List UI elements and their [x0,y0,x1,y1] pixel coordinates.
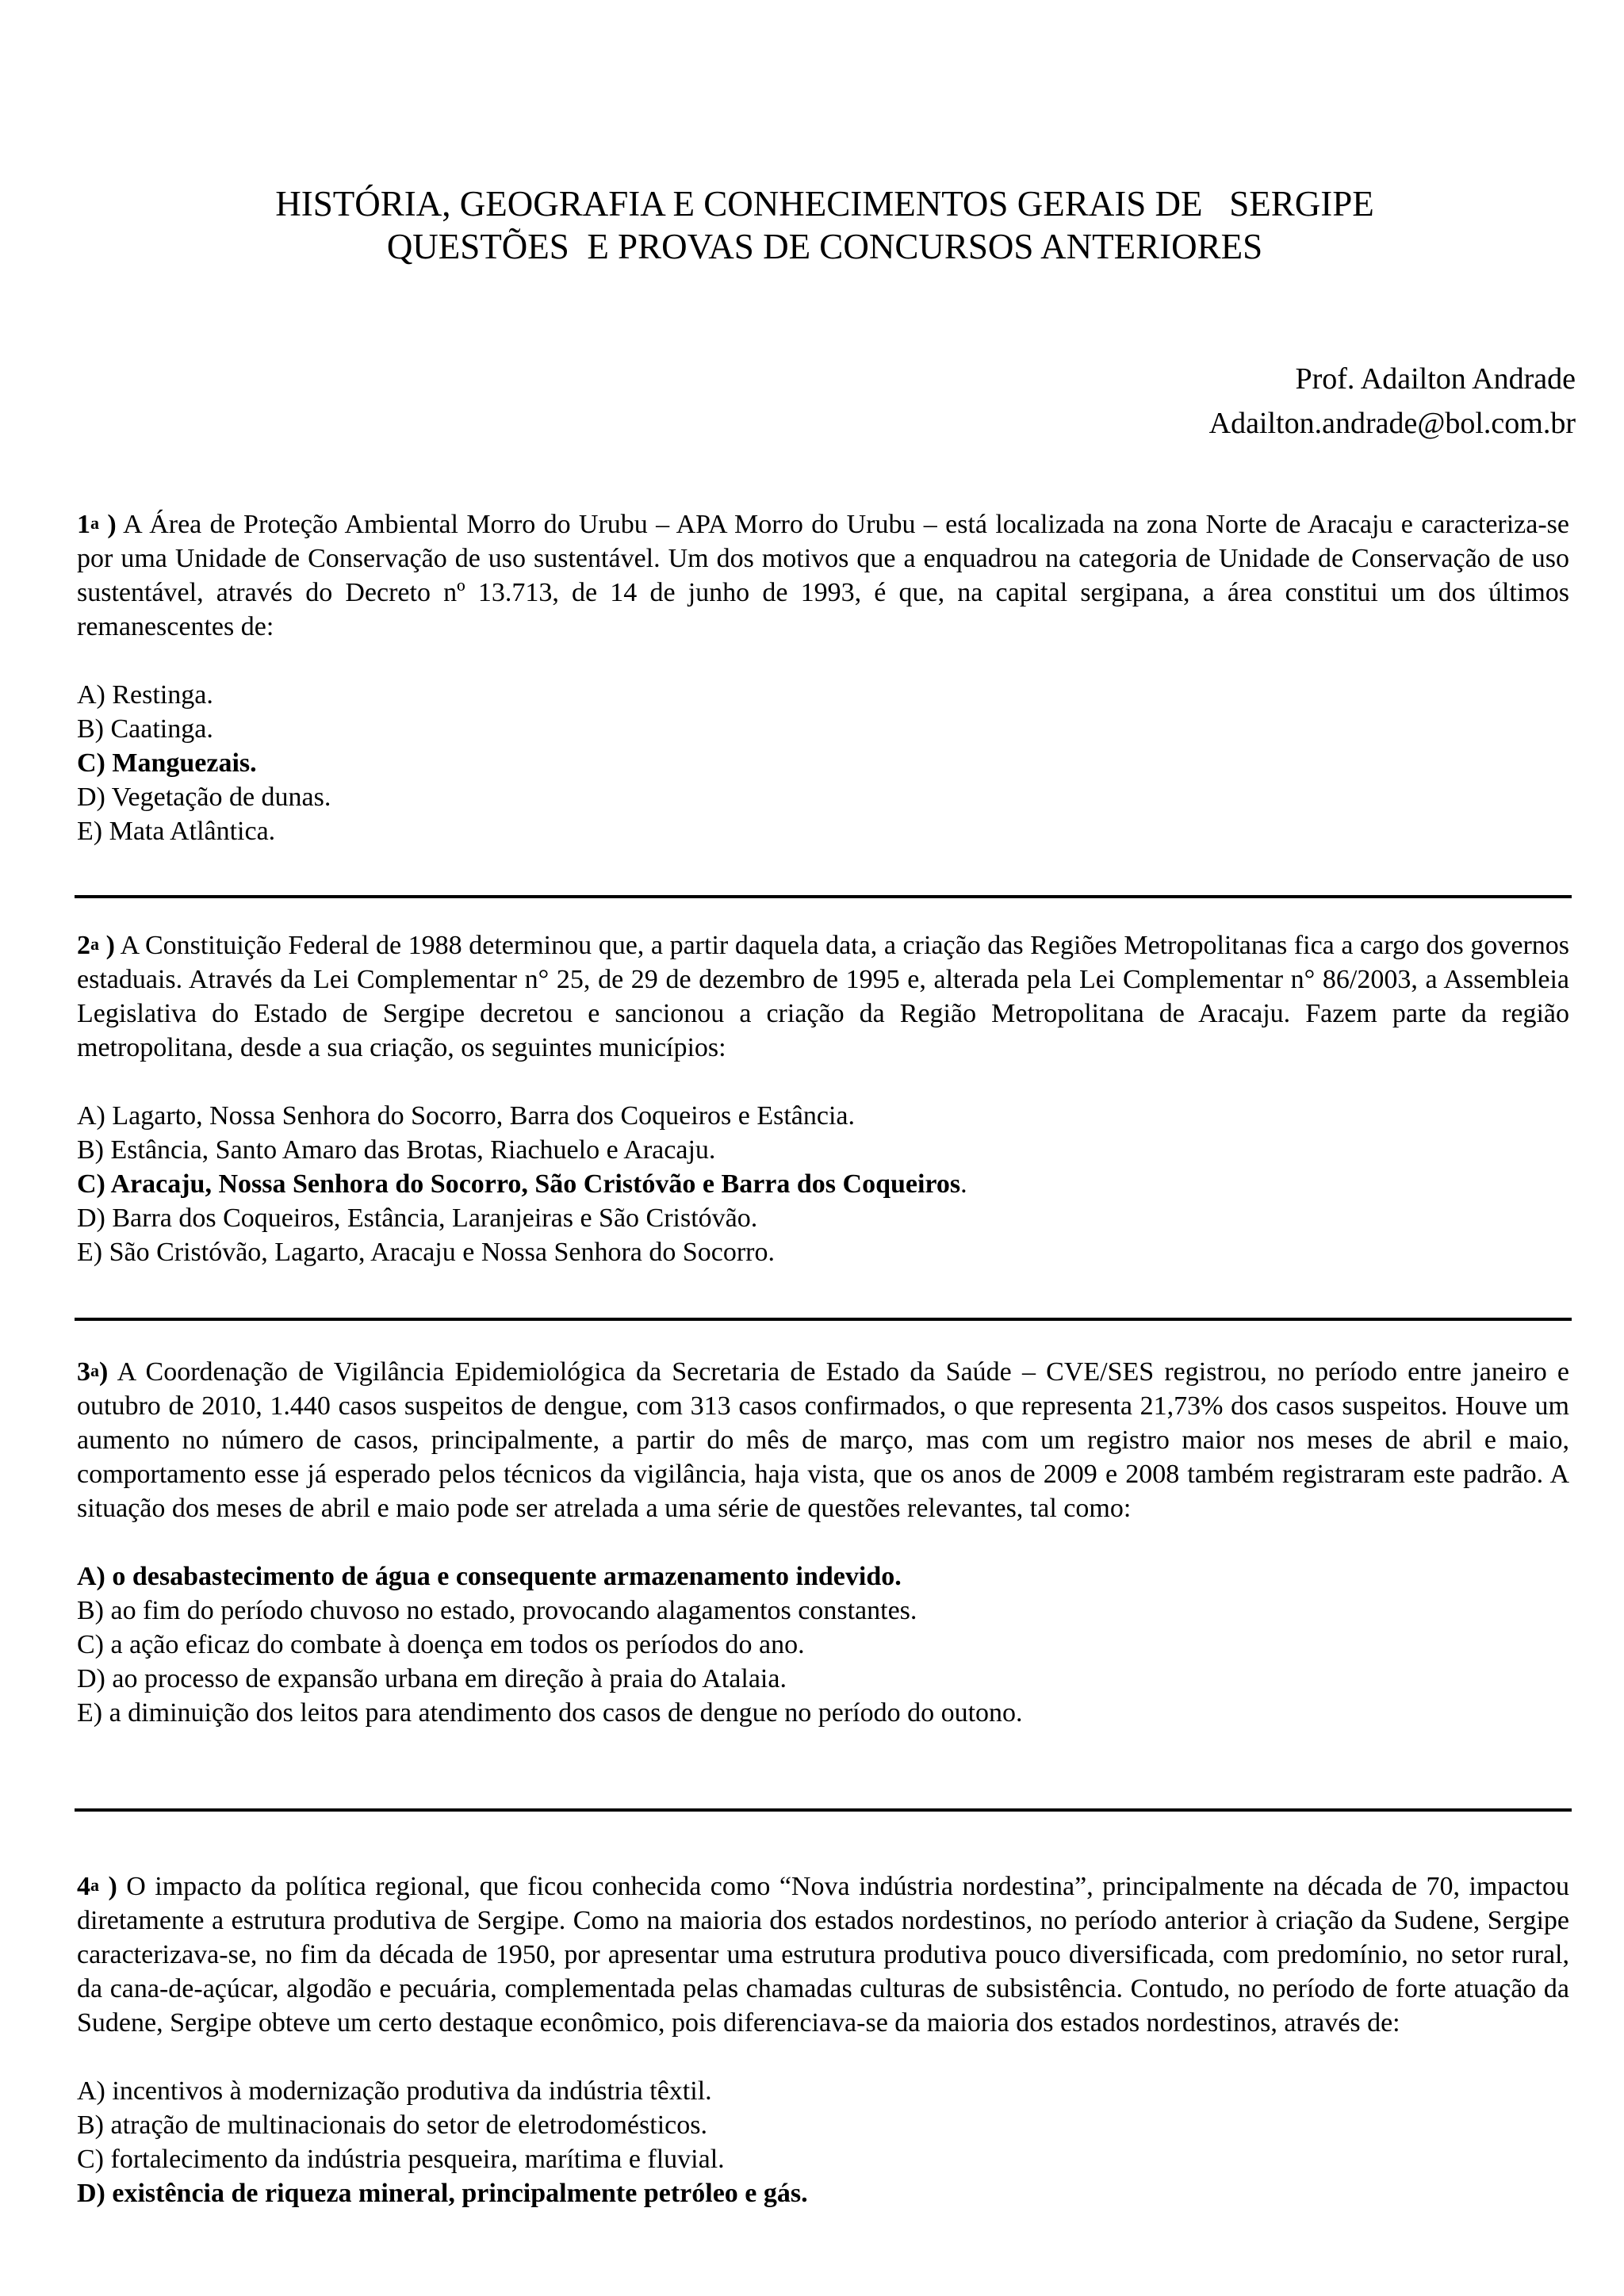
option-a: A) Lagarto, Nossa Senhora do Socorro, Barra dos Coqueiros e Estância. [77,1101,856,1131]
option-d: D) ao processo de expansão urbana em direção à praia do Atalaia. [77,1664,787,1693]
option-b: B) Caatinga. [77,714,213,744]
option-e: E) Mata Atlântica. [77,817,276,846]
question-2-number: 2$^a$ ) [77,931,115,960]
question-1-number: 1$^a$ ) [77,510,117,539]
option-c-correct: C) Manguezais. [77,748,257,778]
author-block [1209,357,1576,446]
option-e: E) São Cristóvão, Lagarto, Aracaju e Nossa Senhora do Socorro. [77,1238,775,1267]
author-name: Prof. Adailton Andrade [1295,362,1576,396]
option-a-correct: A) o desabastecimento de água e consequente armazenamento indevido. [77,1562,902,1591]
divider-3 [75,1808,1572,1812]
option-d-correct: D) existência de riqueza mineral, principalmente petróleo e gás. [77,2179,808,2208]
question-1 [77,507,1569,848]
question-1-text: 1$^a$ ) A Área de Proteção Ambiental Morro do Urubu – APA Morro do Urubu – está localizada na zona Norte de Aracaju e caracteriza-se por uma Unidade de Conservação de uso sustentável. Um dos motivos que a enquadrou na categoria de Unidade de Conservação de uso sustentável, através do Decreto nº 13.713, de 14 de junho de 1993, é que, na capital sergipana, a área constitui um dos últimos remanescentes de: [77,510,1570,641]
question-2-text: 2$^a$ ) A Constituição Federal de 1988 determinou que, a partir daquela data, a criação das Regiões Metropolitanas fica a cargo dos governos estaduais. Através da Lei Complementar n° 25, de 29 de dezembro de 1995 e, alterada pela Lei Complementar n° 86/2003, a Assembleia Legislativa do Estado de Sergipe decretou e sancionou a criação da Região Metropolitana de Aracaju. Fazem parte da região metropolitana, desde a sua criação, os seguintes municípios: [77,931,1570,1062]
question-3-options [77,1559,1569,1730]
title-line-1: HISTÓRIA, GEOGRAFIA E CONHECIMENTOS GERAIS DE SERGIPE [275,184,1374,224]
option-c: C) fortalecimento da indústria pesqueira, marítima e fluvial. [77,2145,725,2174]
question-4-text: 4$^a$ ) O impacto da política regional, que ficou conhecida como “Nova indústria nordestina”, principalmente na década de 70, impactou diretamente a estrutura produtiva de Sergipe. Como na maioria dos estados nordestinos, no período anterior à criação da Sudene, Sergipe caracterizava-se, no fim da década de 1950, por apresentar uma estrutura produtiva pouco diversificada, com predomínio, no setor rural, da cana-de-açúcar, algodão e pecuária, complementada pelas chamadas culturas de subsistência. Contudo, no período de forte atuação da Sudene, Sergipe obteve um certo destaque econômico, pois diferenciava-se da maioria dos estados nordestinos, através de: [77,1872,1569,2038]
question-3 [77,1355,1569,1730]
option-b: B) atração de multinacionais do setor de eletrodomésticos. [77,2110,707,2140]
option-d: D) Barra dos Coqueiros, Estância, Laranjeiras e São Cristóvão. [77,1203,758,1233]
question-4-options [77,2074,1569,2210]
title-line-2: QUESTÕES E PROVAS DE CONCURSOS ANTERIORES [386,227,1263,266]
option-b: B) Estância, Santo Amaro das Brotas, Riachuelo e Aracaju. [77,1135,716,1165]
document-title [79,182,1570,268]
question-4-number: 4$^a$ ) [77,1872,117,1901]
divider-1 [75,895,1572,898]
question-1-options [77,678,1569,848]
question-2-options [77,1099,1569,1269]
option-c: C) a ação eficaz do combate à doença em todos os períodos do ano. [77,1630,805,1659]
question-3-text: 3$^a$) A Coordenação de Vigilância Epidemiológica da Secretaria de Estado da Saúde – CVE/SES registrou, no período entre janeiro e outubro de 2010, 1.440 casos suspeitos de dengue, com 313 casos confirmados, o que representa 21,73% dos casos suspeitos. Houve um aumento no número de casos, principalmente, a partir do mês de março, mas com um registro maior nos meses de abril e maio, comportamento esse já esperado pelos técnicos da vigilância, haja vista, que os anos de 2009 e 2008 também registraram este padrão. A situação dos meses de abril e maio pode ser atrelada a uma série de questões relevantes, tal como: [77,1357,1569,1523]
question-2 [77,928,1569,1269]
option-d: D) Vegetação de dunas. [77,783,331,812]
option-b: B) ao fim do período chuvoso no estado, provocando alagamentos constantes. [77,1596,917,1625]
option-e: E) a diminuição dos leitos para atendimento dos casos de dengue no período do outono. [77,1698,1023,1728]
question-4 [77,1869,1569,2210]
author-email: Adailton.andrade@bol.com.br [1208,407,1576,440]
divider-2 [75,1318,1572,1321]
option-a: A) Restinga. [77,680,213,710]
option-a: A) incentivos à modernização produtiva da indústria têxtil. [77,2076,712,2106]
option-c-correct: C) Aracaju, Nossa Senhora do Socorro, São Cristóvão e Barra dos Coqueiros. [77,1169,967,1199]
question-3-number: 3$^a$) [77,1357,109,1387]
